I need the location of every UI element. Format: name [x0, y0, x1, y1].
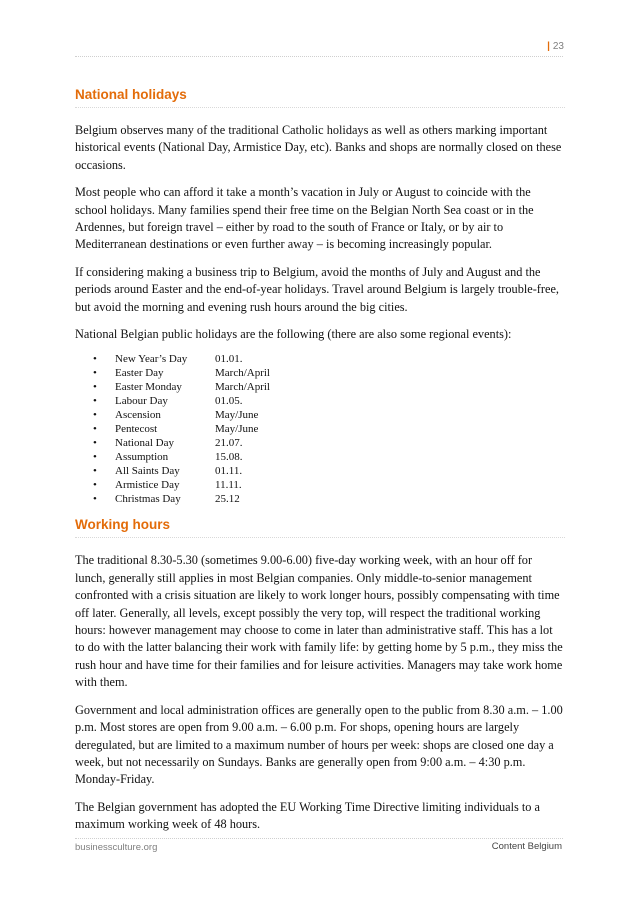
bullet-icon: •: [93, 478, 97, 491]
footer-section-label: Content Belgium: [491, 841, 562, 852]
section-title-working-hours: Working hours: [75, 516, 565, 538]
holiday-name: Assumption: [115, 450, 169, 463]
list-item: [93, 367, 565, 381]
list-item: [93, 409, 565, 423]
holiday-date: May/June: [215, 423, 259, 435]
list-item: [93, 395, 565, 409]
section-title-national-holidays: National holidays: [75, 86, 565, 108]
holiday-name: Armistice Day: [115, 478, 180, 491]
bullet-icon: •: [93, 367, 97, 380]
paragraph: National Belgian public holidays are the following (there are also some regional events):: [75, 327, 512, 342]
bullet-icon: •: [93, 381, 97, 394]
bullet-icon: •: [93, 492, 97, 505]
holiday-name: Pentecost: [115, 423, 158, 435]
holiday-name: Ascension: [115, 409, 161, 422]
holiday-name: Labour Day: [115, 395, 168, 408]
paragraph: The traditional 8.30-5.30 (sometimes 9.00-6.00) five-day working week, with an hour off for lunch, generally still applies in most Belgian companies. Only middle-to-senior management confronted with a crisis situation are likely to work longer hours, possibly compensating with time off later. Generally, all levels, except possibly the very top, will respect the traditional working hours: however management may choose to come in later than administrative staff. This has a lot to do with the latter balancing their work with family life: by getting home by 5 p.m., they miss the rush hour and have time for their families and for leisure activities. Managers may take work home with them.: [75, 553, 563, 690]
bullet-icon: •: [93, 353, 97, 366]
page-number-value: 23: [552, 41, 564, 52]
holiday-name: Easter Monday: [115, 381, 182, 394]
holiday-date: March/April: [215, 367, 270, 380]
bullet-icon: •: [93, 409, 97, 422]
paragraph: If considering making a business trip to Belgium, avoid the months of July and August and the periods around Easter and the end-of-year holidays. Travel around Belgium is largely trouble-free, but avoid the morning and evening rush hours around the big cities.: [75, 264, 559, 314]
holiday-date: 11.11.: [215, 478, 242, 491]
paragraph: Most people who can afford it take a month’s vacation in July or August to coincide with the school holidays. Many families spend their free time on the Belgian North Sea coast or in the Ardennes, but foreign travel – either by road to the south of France or Italy, or by air to Mediterranean destinations or even further away – is becoming increasingly popular.: [75, 185, 534, 252]
holiday-date: 01.01.: [215, 353, 243, 366]
bullet-icon: •: [93, 464, 97, 477]
list-item: [93, 479, 565, 493]
holiday-date: 01.05.: [215, 395, 243, 408]
holiday-date: May/June: [215, 409, 259, 422]
page-number-bar: |: [547, 41, 550, 52]
holiday-date: 15.08.: [215, 450, 243, 463]
list-item: [93, 493, 565, 507]
holiday-name: All Saints Day: [115, 464, 180, 477]
list-item: [93, 465, 565, 479]
list-item: [93, 423, 565, 437]
holiday-date: 25.12: [215, 492, 240, 505]
header-divider: [75, 56, 563, 57]
footer-website: businessculture.org: [75, 842, 158, 853]
bullet-icon: •: [93, 423, 97, 435]
paragraph: The Belgian government has adopted the EU Working Time Directive limiting individuals to a maximum working week of 48 hours.: [75, 799, 540, 832]
holiday-list: [75, 353, 565, 506]
paragraph: Government and local administration offices are generally open to the public from 8.30 a.m. – 1.00 p.m. Most stores are open from 9.00 a.m. – 6.00 p.m. For shops, opening hours are largely deregulated, but are limited to a maximum number of hours per week: shops are closed one day a week, but not necessarily on Sundays. Banks are generally open from 9:00 a.m. – 4:30 p.m. Monday-Friday.: [75, 702, 563, 787]
holiday-name: New Year’s Day: [115, 353, 188, 366]
list-item: [93, 381, 565, 395]
paragraph: Belgium observes many of the traditional Catholic holidays as well as others marking important historical events (National Day, Armistice Day, etc). Banks and shops are normally closed on these occasions.: [75, 123, 562, 172]
footer-divider: [75, 838, 563, 839]
list-item: [93, 437, 565, 451]
list-item: [93, 451, 565, 465]
main-content: [75, 86, 565, 844]
bullet-icon: •: [93, 450, 97, 463]
holiday-date: 01.11.: [215, 464, 243, 477]
holiday-date: March/April: [215, 381, 270, 394]
holiday-name: Easter Day: [115, 367, 164, 380]
holiday-name: National Day: [115, 436, 174, 449]
list-item: [93, 353, 565, 367]
bullet-icon: •: [93, 395, 97, 408]
bullet-icon: •: [93, 436, 97, 449]
holiday-date: 21.07.: [215, 436, 243, 449]
holiday-name: Christmas Day: [115, 492, 181, 505]
page-number: [547, 41, 564, 52]
